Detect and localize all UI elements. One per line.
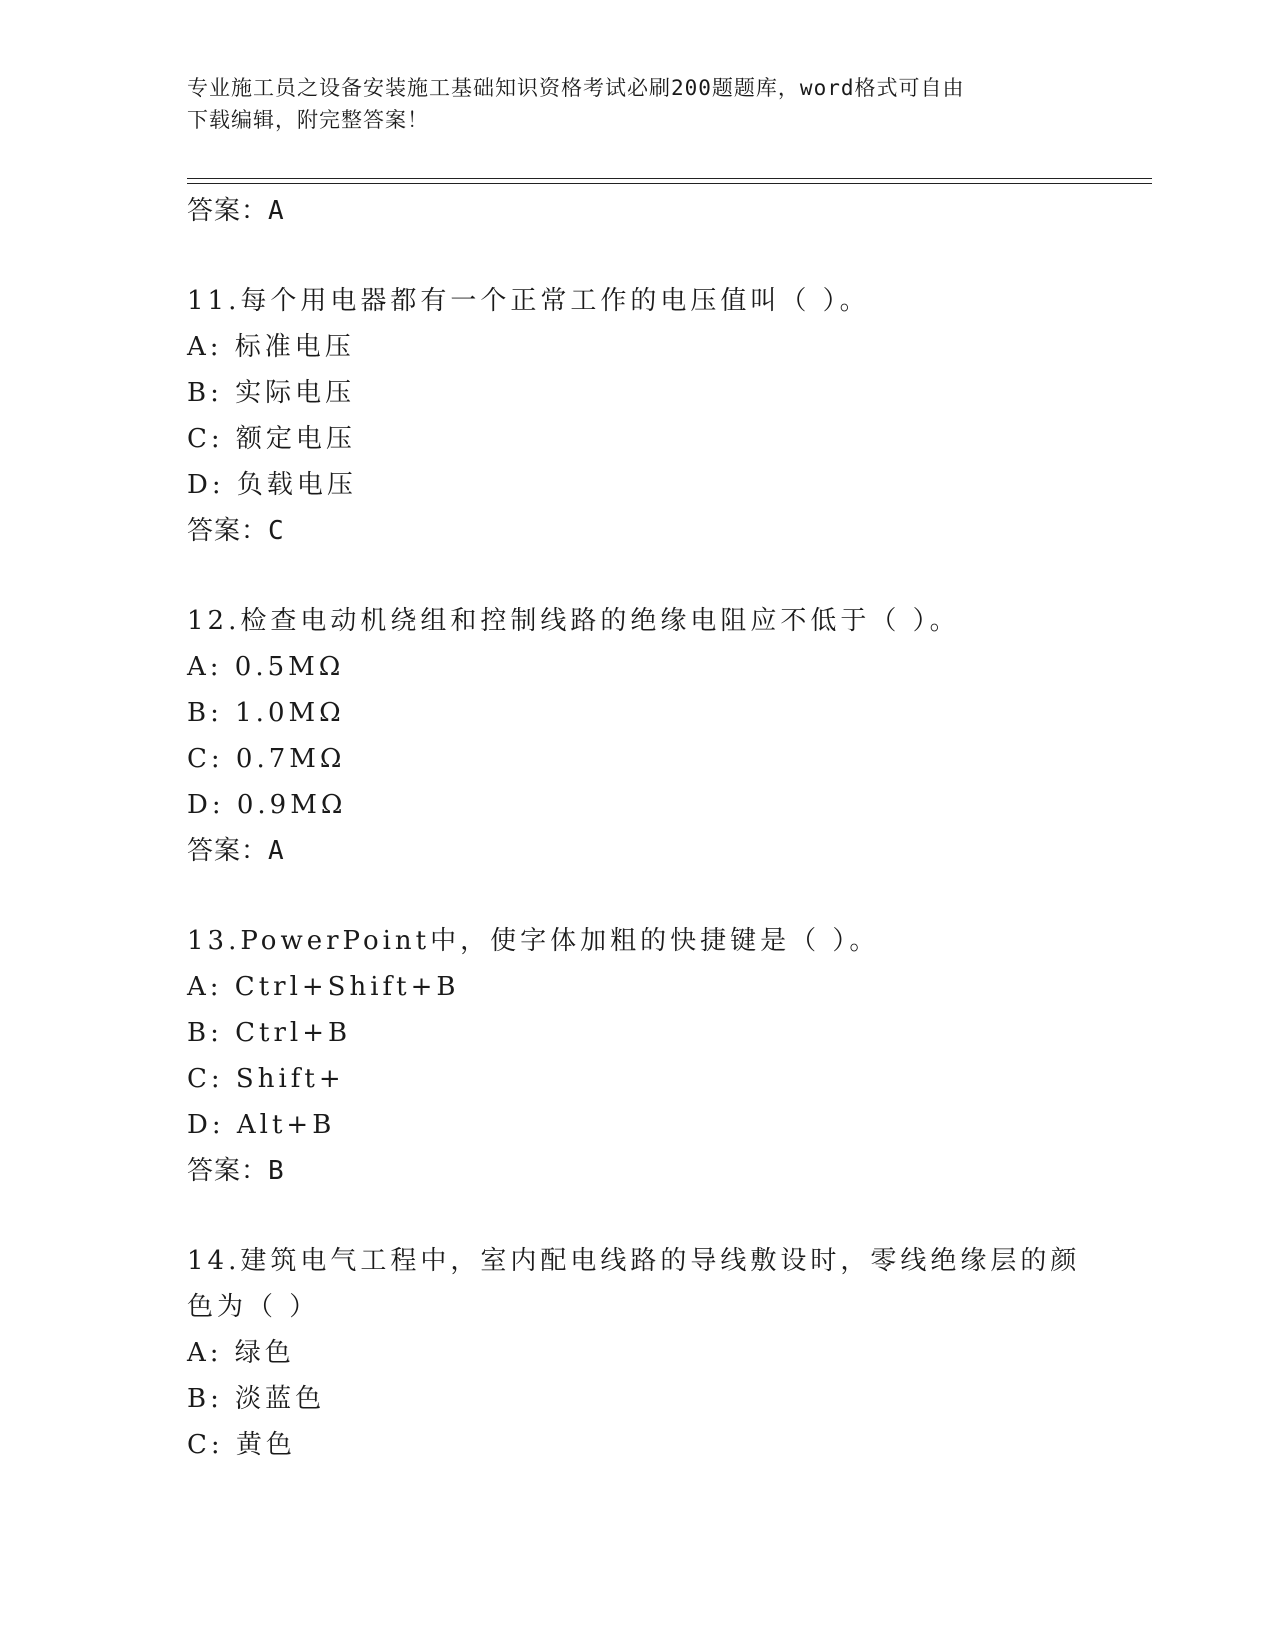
option-b: B: Ctrl+B xyxy=(187,1018,352,1048)
question-11 xyxy=(187,278,1087,554)
option-d: D: 负载电压 xyxy=(187,470,357,500)
option-d: D: 0.9MΩ xyxy=(187,790,347,820)
question-text: 11.每个用电器都有一个正常工作的电压值叫（ ）。 xyxy=(187,286,870,316)
header-rule-top xyxy=(187,178,1152,179)
question-list xyxy=(187,188,1087,1468)
answer-line: 答案：C xyxy=(187,516,285,546)
option-c: C: 0.7MΩ xyxy=(187,744,346,774)
question-13 xyxy=(187,918,1087,1194)
option-c: C: 额定电压 xyxy=(187,424,356,454)
option-b: B: 1.0MΩ xyxy=(187,698,345,728)
option-c: C: 黄色 xyxy=(187,1430,296,1460)
option-b: B: 实际电压 xyxy=(187,378,356,408)
option-d: D: Alt+B xyxy=(187,1110,336,1140)
header-line-2: 下载编辑，附完整答案！ xyxy=(187,108,429,132)
answer-line: 答案：B xyxy=(187,1156,285,1186)
question-14 xyxy=(187,1238,1087,1468)
question-text: 12.检查电动机绕组和控制线路的绝缘电阻应不低于（ ）。 xyxy=(187,606,960,636)
question-text: 14.建筑电气工程中，室内配电线路的导线敷设时，零线绝缘层的颜色为（ ） xyxy=(187,1246,1081,1322)
option-a: A: Ctrl+Shift+B xyxy=(187,972,460,1002)
option-a: A: 0.5MΩ xyxy=(187,652,345,682)
previous-answer: 答案：A xyxy=(187,196,285,226)
question-12 xyxy=(187,598,1087,874)
question-text: 13.PowerPoint中，使字体加粗的快捷键是（ ）。 xyxy=(187,926,880,956)
option-b: B: 淡蓝色 xyxy=(187,1384,326,1414)
answer-line: 答案：A xyxy=(187,836,285,866)
option-a: A: 绿色 xyxy=(187,1338,295,1368)
option-c: C: Shift+ xyxy=(187,1064,345,1094)
document-header xyxy=(187,72,1067,136)
header-rule-bottom xyxy=(187,183,1152,184)
header-line-1: 专业施工员之设备安装施工基础知识资格考试必刷200题题库，word格式可自由 xyxy=(187,76,965,100)
option-a: A: 标准电压 xyxy=(187,332,355,362)
